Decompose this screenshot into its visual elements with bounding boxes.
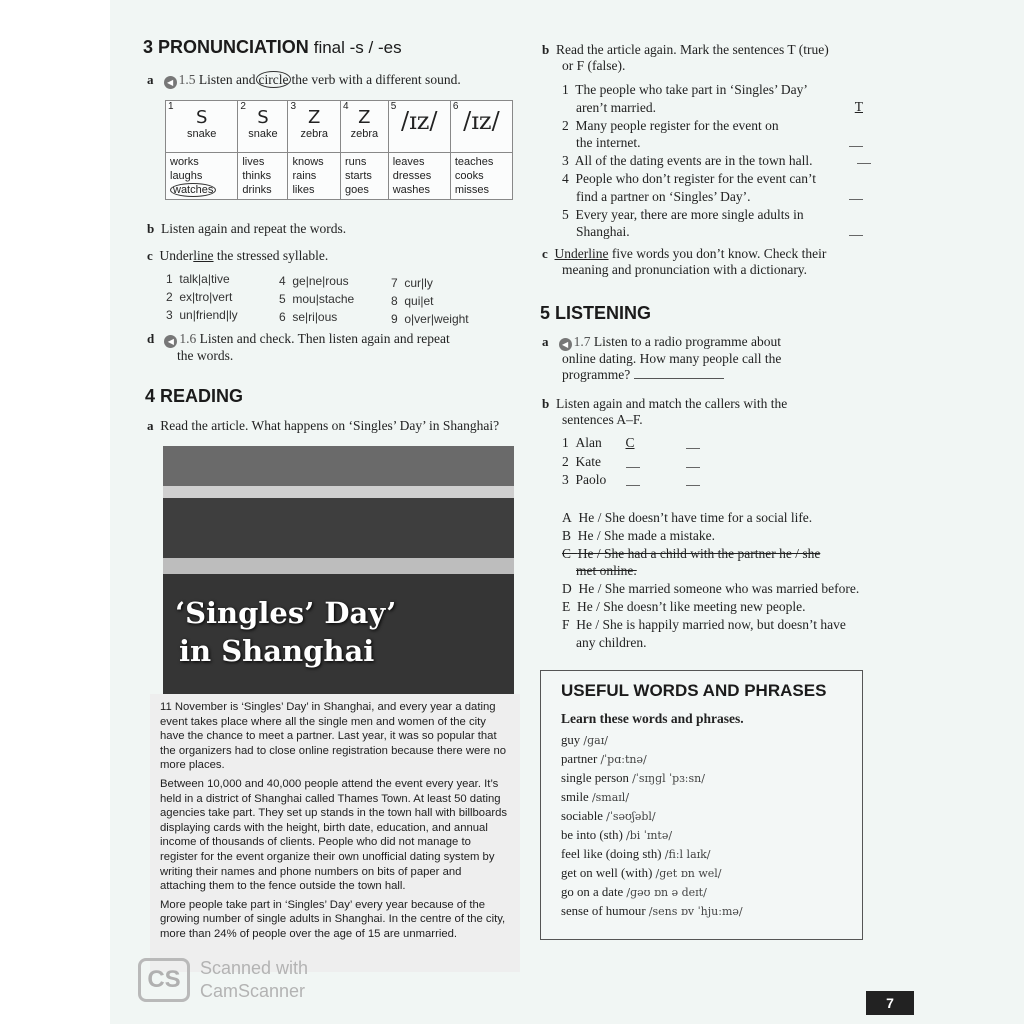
list-item: 1 The people who take part in ‘Singles’ Day’ aren’t married. T <box>562 82 863 115</box>
list-item: sociable /ˈsəʊʃəbl/ <box>561 809 656 823</box>
audio-icon: ◀ <box>164 335 177 348</box>
snake-icon: S <box>195 107 208 128</box>
s5-a-instruction: a ◀ 1.7 Listen to a radio programme about online dating. How many people call the programme? <box>542 334 782 382</box>
syllable-list-col-3 <box>391 274 469 328</box>
camscanner-logo: CS <box>138 958 190 1002</box>
page-number: 7 <box>866 991 914 1015</box>
list-item: D He / She married someone who was married before. <box>562 581 860 597</box>
table-cell: 3 Z zebra <box>288 101 341 153</box>
list-item: 4 People who don’t register for the event can’t find a partner on ‘Singles’ Day’. <box>562 170 867 206</box>
syllable-list-col-1 <box>166 270 238 324</box>
s3-d-instruction: d ◀ 1.6 Listen and check. Then listen again and repeat the words. <box>147 331 450 363</box>
useful-words-box <box>540 670 863 940</box>
s4-c-instruction: c Underline five words you don’t know. Check their meaning and pronunciation with a dictionary. <box>542 246 827 277</box>
section-5-heading: 5 LISTENING <box>540 303 652 323</box>
list-item: smile /smaɪl/ <box>561 790 630 804</box>
list-item: sense of humour /sens ɒv ˈhjuːmə/ <box>561 904 743 918</box>
table-row <box>166 153 513 200</box>
list-item: 7 cur|ly <box>391 276 433 290</box>
list-item: 5 Every year, there are more single adults in Shanghai. <box>562 206 867 242</box>
list-item: guy /ɡaɪ/ <box>561 733 608 747</box>
article-paragraph: Between 10,000 and 40,000 people attend the event every year. It’s held in a district of Shanghai called Thames Town. At least 50 dating agencies take part. They set up stands in the town hall with billboards displaying cards with the height, birth date, education, and annual income of thousands of clients. People who did not manage to register for the event organize their own unofficial dating system by writing their names and phone numbers on bits of paper and attaching them to the fence outside the town hall. <box>160 777 508 893</box>
article-text <box>150 694 520 972</box>
list-item: 3 un|friend|ly <box>166 308 238 322</box>
true-false-list <box>562 81 867 241</box>
useful-words-title: USEFUL WORDS AND PHRASES <box>561 681 827 700</box>
list-item: 5 mou|stache <box>279 292 355 306</box>
list-item: go on a date /ɡəʊ ɒn ə deɪt/ <box>561 885 707 899</box>
list-item: A He / She doesn’t have time for a social life. <box>562 510 813 525</box>
table-cell: works laughs watches <box>166 153 238 200</box>
camscanner-watermark: Scanned with CamScanner <box>200 958 309 1001</box>
s3-c-instruction: c Underline the stressed syllable. <box>147 248 329 263</box>
table-cell: 4 Z zebra <box>340 101 388 153</box>
table-header-row <box>166 101 513 153</box>
list-item: 8 qui|et <box>391 294 434 308</box>
photo-title: ‘Singles’ Day’ in Shanghai <box>175 596 397 668</box>
list-item: single person /ˈsɪŋɡl ˈpɜːsn/ <box>561 771 705 785</box>
list-item: 2 Kate <box>562 453 700 472</box>
table-cell: leaves dresses washes <box>388 153 450 200</box>
table-cell: knows rains likes <box>288 153 341 200</box>
zebra-icon: Z <box>308 107 321 128</box>
crowd-photo <box>163 446 514 694</box>
list-item: 3 Paolo <box>562 471 700 490</box>
list-item: 3 All of the dating events are in the town hall. <box>562 152 867 170</box>
table-cell: 2 S snake <box>238 101 288 153</box>
list-item: F He / She is happily married now, but doesn’t have any children. <box>562 616 846 650</box>
article-paragraph: More people take part in ‘Singles’ Day’ every year because of the growing number of single adults in Shanghai. In the centre of the city, more than 24% of people over the age of 15 are unmarried. <box>160 898 506 940</box>
list-item: 1 talk|a|tive <box>166 272 230 286</box>
section-3-heading: 3 PRONUNCIATION final -s / -es <box>143 37 402 57</box>
s4-b-instruction: b Read the article again. Mark the sentences T (true) or F (false). <box>542 42 829 73</box>
s3-a-instruction: a ◀ 1.5 Listen and circle the verb with a different sound. <box>147 72 461 87</box>
table-cell: lives thinks drinks <box>238 153 288 200</box>
s3-b-instruction: b Listen again and repeat the words. <box>147 221 347 236</box>
list-item: 9 o|ver|weight <box>391 312 469 326</box>
list-item: 2 Many people register for the event on the internet. <box>562 117 867 153</box>
list-item: partner /ˈpɑːtnə/ <box>561 752 647 766</box>
zebra-icon: Z <box>358 107 371 128</box>
list-item: get on well (with) /ɡet ɒn wel/ <box>561 866 722 880</box>
pronunciation-table <box>165 100 513 200</box>
audio-icon: ◀ <box>559 338 572 351</box>
sentences-list <box>562 509 872 651</box>
callers-list <box>562 434 700 490</box>
list-item: 1 Alan C <box>562 434 700 453</box>
useful-words-subtitle: Learn these words and phrases. <box>561 711 744 726</box>
table-cell: 1 S snake <box>166 101 238 153</box>
list-item: be into (sth) /bi ˈɪntə/ <box>561 828 673 842</box>
list-item: 6 se|ri|ous <box>279 310 338 324</box>
list-item: 2 ex|tro|vert <box>166 290 233 304</box>
list-item: 4 ge|ne|rous <box>279 274 349 288</box>
list-item: E He / She doesn’t like meeting new people. <box>562 598 806 614</box>
snake-icon: S <box>257 107 269 128</box>
table-cell: 6 /ɪz/ <box>450 101 512 153</box>
syllable-list-col-2 <box>279 272 354 326</box>
article-paragraph: 11 November is ‘Singles’ Day’ in Shanghai, and every year a dating event takes place where all the single men and women of the city have the chance to meet a partner. Last year, it was so popular that the organizers had to close online registration because there were no more places. <box>160 701 507 772</box>
table-cell: 5 /ɪz/ <box>388 101 450 153</box>
table-cell: runs starts goes <box>340 153 388 200</box>
table-cell: teaches cooks misses <box>450 153 512 200</box>
s5-b-instruction: b Listen again and match the callers with the sentences A–F. <box>542 396 788 427</box>
s4-a-instruction: a Read the article. What happens on ‘Singles’ Day’ in Shanghai? <box>147 418 500 433</box>
list-item: C He / She had a child with the partner he / she met online. <box>562 545 821 579</box>
list-item: feel like (doing sth) /fiːl laɪk/ <box>561 847 711 861</box>
list-item: B He / She made a mistake. <box>562 527 715 543</box>
audio-icon: ◀ <box>164 76 177 89</box>
section-4-heading: 4 READING <box>145 386 244 406</box>
